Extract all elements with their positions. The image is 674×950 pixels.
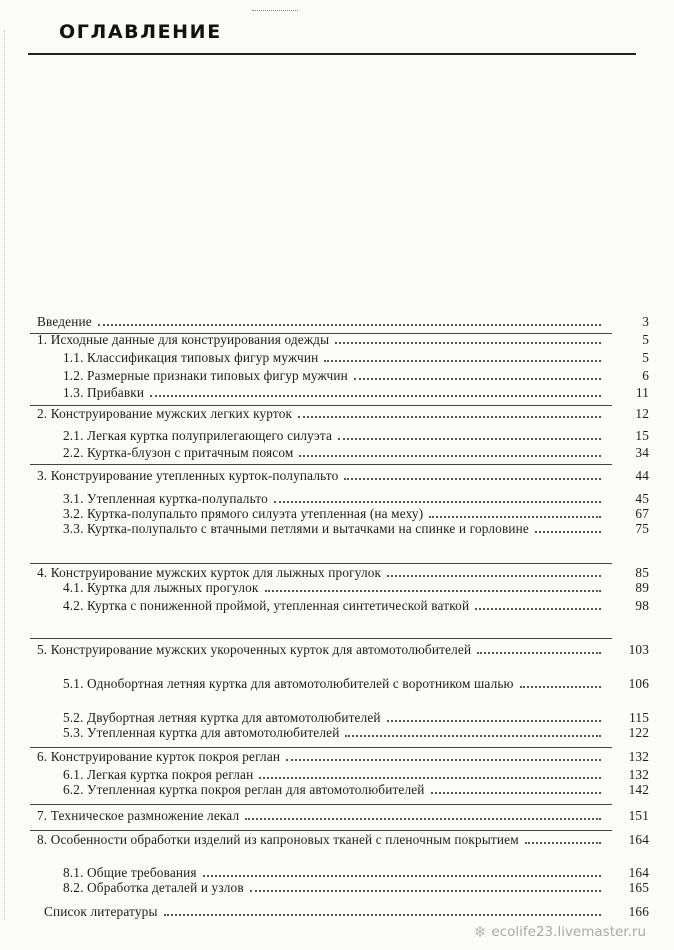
- scan-mark: [252, 10, 298, 11]
- toc-entry: [37, 468, 649, 483]
- toc-entry-page: 67: [635, 506, 649, 521]
- toc-entry: [63, 445, 649, 460]
- dot-leader: [525, 842, 601, 844]
- toc-entry-title: Классификация типовых фигур мужчин: [87, 350, 319, 365]
- toc-entry-number: 8.2.: [63, 880, 88, 895]
- toc-entry-title: Прибавки: [87, 385, 145, 400]
- toc-entry: [63, 710, 649, 725]
- dot-leader: [475, 608, 601, 610]
- toc-entry-number: 2.: [37, 406, 51, 421]
- scan-edge: [4, 30, 5, 920]
- toc-entry-page: 166: [628, 904, 649, 919]
- title-rule: [28, 53, 636, 55]
- section-divider: [30, 405, 612, 406]
- dot-leader: [298, 416, 601, 418]
- toc-entry: [37, 832, 649, 847]
- toc-entry-number: 4.1.: [63, 580, 88, 595]
- toc-entry-page: 142: [628, 782, 649, 797]
- toc-entry-number: 2.2.: [63, 445, 88, 460]
- toc-entry-number: 2.1.: [63, 428, 88, 443]
- toc-entry-page: 98: [635, 598, 649, 613]
- toc-entry-page: 45: [635, 491, 649, 506]
- toc-entry-title: Техническое размножение лекал: [50, 808, 240, 823]
- toc-entry-page: 164: [628, 832, 649, 847]
- page-title: ОГЛАВЛЕНИЕ: [59, 21, 222, 43]
- toc-entry-number: 6.: [37, 749, 51, 764]
- toc-entry-page: 132: [628, 767, 649, 782]
- toc-entry-title: Конструирование курток покроя реглан: [50, 749, 281, 764]
- dot-leader: [387, 575, 601, 577]
- toc-entry-page: 103: [628, 642, 649, 657]
- dot-leader: [344, 478, 601, 480]
- toc-entry-number: 3.3.: [63, 521, 88, 536]
- watermark: [474, 923, 646, 941]
- section-divider: [30, 638, 612, 639]
- toc-entry: [37, 749, 649, 764]
- toc-entry-title: Обработка деталей и узлов: [87, 880, 244, 895]
- dot-leader: [431, 792, 601, 794]
- toc-entry-number: 3.: [37, 468, 51, 483]
- toc-entry: [63, 428, 649, 443]
- dot-leader: [387, 720, 601, 722]
- toc-entry: [63, 491, 649, 506]
- dot-leader: [354, 378, 601, 380]
- toc-entry-number: 1.: [37, 332, 51, 347]
- toc-entry-title: Куртка-полупальто с втачными петлями и вытачками на спинке и горловине: [87, 521, 529, 536]
- toc-entry-page: 115: [629, 710, 649, 725]
- dot-leader: [250, 890, 601, 892]
- dot-leader: [245, 818, 601, 820]
- dot-leader: [259, 777, 601, 779]
- toc-entry: [37, 406, 649, 421]
- toc-entry: [63, 598, 649, 613]
- toc-entry-title: Особенности обработки изделий из капроновых тканей с пленочным покрытием: [50, 832, 519, 847]
- toc-entry: [63, 580, 649, 595]
- dot-leader: [286, 759, 601, 761]
- toc-entry-page: 106: [628, 676, 649, 691]
- toc-entry-page: 5: [642, 332, 649, 347]
- toc-entry-title: Конструирование мужских курток для лыжных прогулок: [50, 565, 382, 580]
- toc-entry-title: Конструирование утепленных курток-полупальто: [50, 468, 339, 483]
- toc-entry: [63, 521, 649, 536]
- dot-leader: [335, 342, 601, 344]
- toc-entry-title: Общие требования: [87, 865, 197, 880]
- toc-entry-page: 75: [635, 521, 649, 536]
- toc-entry-page: 122: [628, 725, 649, 740]
- toc-entry-title: Легкая куртка полуприлегающего силуэта: [87, 428, 333, 443]
- section-divider: [30, 563, 612, 564]
- toc-entry: [37, 565, 649, 580]
- toc-entry-number: 5.: [37, 642, 51, 657]
- dot-leader: [535, 531, 601, 533]
- toc-entry-number: 4.: [37, 565, 51, 580]
- watermark-text: ecolife23.livemaster.ru: [491, 924, 646, 940]
- section-divider: [30, 830, 612, 831]
- toc-entry-number: 8.1.: [63, 865, 88, 880]
- dot-leader: [520, 686, 601, 688]
- toc-entry-page: 34: [635, 445, 649, 460]
- toc-entry-title: Куртка-полупальто прямого силуэта утепленная (на меху): [87, 506, 424, 521]
- toc-entry-number: 8.: [37, 832, 51, 847]
- toc-entry-number: 4.2.: [63, 598, 88, 613]
- toc-entry-page: 5: [642, 350, 649, 365]
- toc-entry: [63, 782, 649, 797]
- toc-entry: [37, 642, 649, 657]
- toc-entry: [63, 506, 649, 521]
- dot-leader: [265, 590, 601, 592]
- toc-entry-title: Утепленная куртка-полупальто: [87, 491, 268, 506]
- toc-entry: [63, 368, 649, 383]
- toc-entry-number: 3.2.: [63, 506, 88, 521]
- toc-entry-page: 85: [635, 565, 649, 580]
- toc-entry-page: 132: [628, 749, 649, 764]
- section-divider: [30, 804, 612, 805]
- toc-entry-title: Исходные данные для конструирования одежды: [50, 332, 330, 347]
- dot-leader: [299, 455, 601, 457]
- section-divider: [30, 333, 612, 334]
- toc-entry-title: Куртка-блузон с притачным поясом: [87, 445, 294, 460]
- toc-entry-page: 12: [635, 406, 649, 421]
- toc-entry-title: Куртка для лыжных прогулок: [87, 580, 259, 595]
- toc-entry: [37, 314, 649, 329]
- dot-leader: [203, 875, 601, 877]
- toc-entry-page: 164: [628, 865, 649, 880]
- toc-entry-page: 6: [642, 368, 649, 383]
- toc-entry-title: Список литературы: [44, 904, 158, 919]
- toc-entry-number: 3.1.: [63, 491, 88, 506]
- toc-entry-page: 44: [635, 468, 649, 483]
- toc-entry-number: 5.1.: [63, 676, 88, 691]
- toc-entry-page: 15: [635, 428, 649, 443]
- toc-entry-number: 5.3.: [63, 725, 88, 740]
- toc-entry: [37, 808, 649, 823]
- toc-entry: [63, 865, 649, 880]
- section-divider: [30, 747, 612, 748]
- toc-entry-number: 6.2.: [63, 782, 88, 797]
- toc-entry-number: 1.2.: [63, 368, 88, 383]
- toc-entry-title: Конструирование мужских укороченных курток для автомотолюбителей: [50, 642, 472, 657]
- dot-leader: [338, 438, 601, 440]
- toc-entry: [44, 904, 649, 919]
- dot-leader: [98, 324, 601, 326]
- dot-leader: [345, 735, 601, 737]
- toc-entry-page: 11: [635, 385, 649, 400]
- toc-entry: [63, 385, 649, 400]
- toc-entry-page: 151: [628, 808, 649, 823]
- toc-entry-page: 165: [628, 880, 649, 895]
- toc-entry-title: Утепленная куртка покроя реглан для автомотолюбителей: [87, 782, 425, 797]
- toc-entry-number: 1.1.: [63, 350, 88, 365]
- dot-leader: [274, 501, 601, 503]
- dot-leader: [429, 516, 601, 518]
- toc-entry: [63, 676, 649, 691]
- toc-entry-title: Размерные признаки типовых фигур мужчин: [87, 368, 348, 383]
- toc-entry: [63, 880, 649, 895]
- toc-entry-title: Двубортная летняя куртка для автомотолюбителей: [87, 710, 381, 725]
- toc-entry-title: Утепленная куртка для автомотолюбителей: [87, 725, 340, 740]
- toc-entry: [63, 350, 649, 365]
- snowflake-icon: ❄: [473, 923, 487, 941]
- dot-leader: [164, 914, 601, 916]
- toc-entry: [63, 767, 649, 782]
- dot-leader: [150, 395, 601, 397]
- toc-entry-number: 1.3.: [63, 385, 88, 400]
- toc-entry-number: 7.: [37, 808, 51, 823]
- toc-entry-title: Куртка с пониженной проймой, утепленная синтетической ваткой: [87, 598, 470, 613]
- toc-entry-page: 89: [635, 580, 649, 595]
- toc-entry-title: Конструирование мужских легких курток: [50, 406, 293, 421]
- section-divider: [30, 464, 612, 465]
- dot-leader: [324, 360, 601, 362]
- toc-entry-number: 5.2.: [63, 710, 88, 725]
- toc-entry-page: 3: [642, 314, 649, 329]
- dot-leader: [477, 652, 601, 654]
- toc-entry-number: 6.1.: [63, 767, 88, 782]
- toc-entry: [63, 725, 649, 740]
- toc-entry-title: Легкая куртка покроя реглан: [87, 767, 254, 782]
- toc-entry-title: Однобортная летняя куртка для автомотолюбителей с воротником шалью: [87, 676, 514, 691]
- toc-entry: [37, 332, 649, 347]
- toc-entry-title: Введение: [37, 314, 92, 329]
